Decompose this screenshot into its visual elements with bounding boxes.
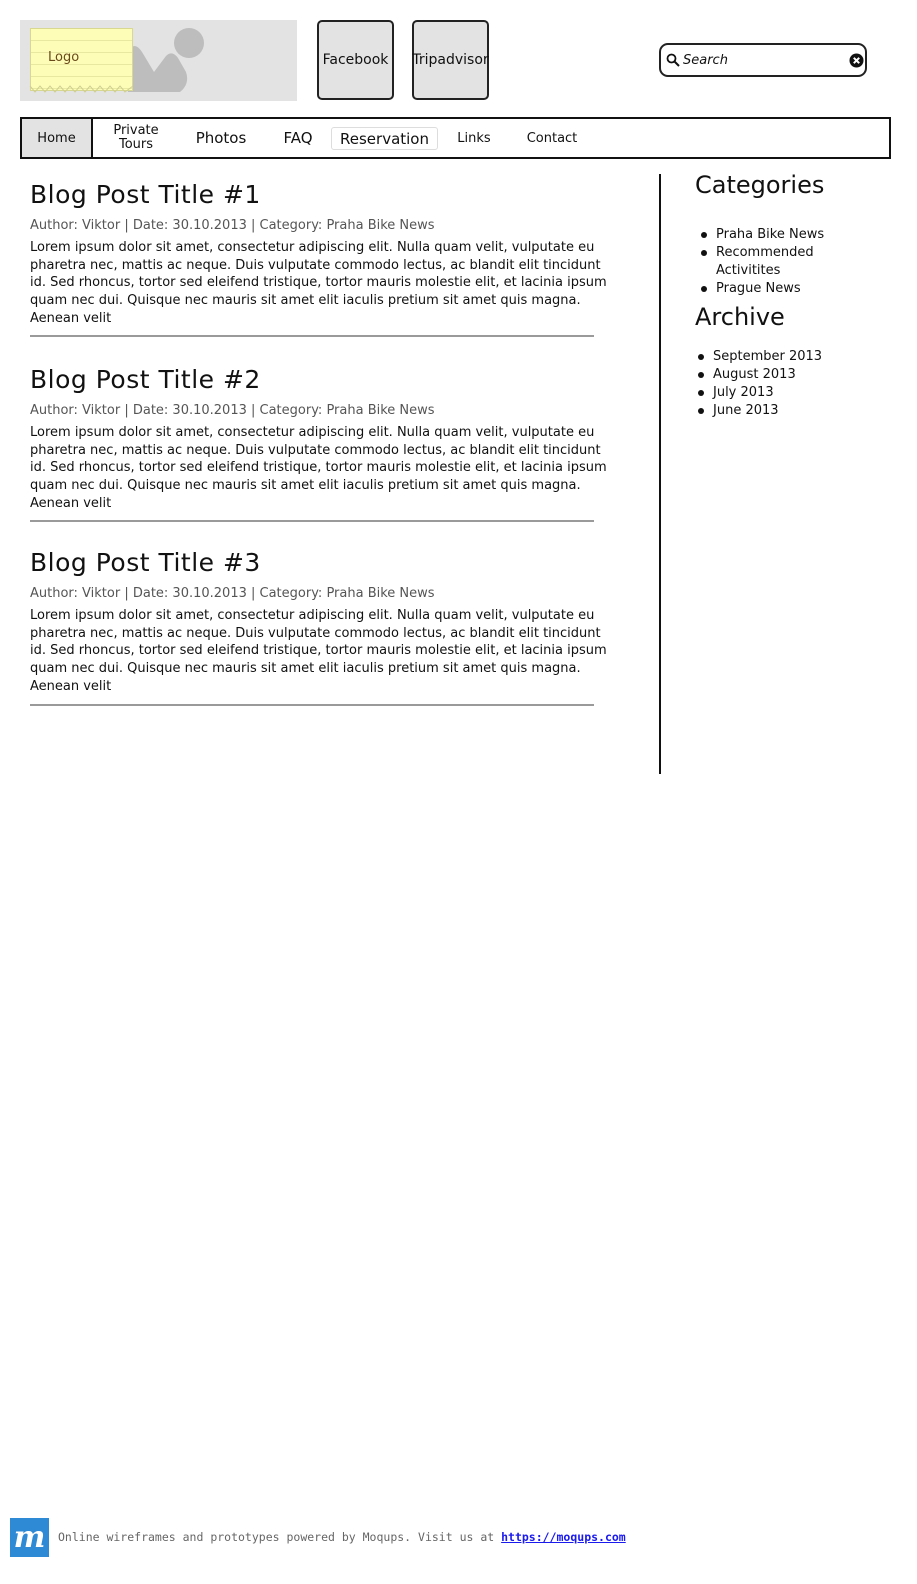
nav-item-private-tours[interactable]: Private Tours [113, 123, 159, 152]
categories-list [696, 226, 826, 298]
post-title[interactable]: Blog Post Title #3 [30, 548, 261, 577]
nav-item-photos[interactable]: Photos [195, 129, 247, 147]
category-item[interactable]: Recommended Activitites [696, 244, 826, 280]
archive-item[interactable]: June 2013 [693, 402, 843, 420]
post-meta: Author: Viktor | Date: 30.10.2013 | Category: Praha Bike News [30, 403, 435, 418]
archive-list [693, 348, 843, 420]
post-title[interactable]: Blog Post Title #1 [30, 180, 261, 209]
sidebar-divider [659, 174, 661, 774]
post-body: Lorem ipsum dolor sit amet, consectetur adipiscing elit. Nulla quam velit, vulputate eu pharetra nec, mattis ac neque. Duis vulputate commodo lectus, ac blandit elit tincidunt id. Sed rhoncus, tortor sed eleifend tristique, tortor mauris molestie elit, et lacinia ipsum quam nec dui. Quisque nec mauris sit amet elit iaculis pretium sit amet quis magna. Aenean velit [30, 425, 607, 511]
clear-search-icon[interactable] [849, 53, 864, 68]
search-icon [666, 53, 680, 67]
main-nav [20, 117, 891, 159]
archive-item[interactable]: September 2013 [693, 348, 843, 366]
post-divider [30, 704, 594, 706]
post-body: Lorem ipsum dolor sit amet, consectetur adipiscing elit. Nulla quam velit, vulputate eu pharetra nec, mattis ac neque. Duis vulputate commodo lectus, ac blandit elit tincidunt id. Sed rhoncus, tortor sed eleifend tristique, tortor mauris molestie elit, et lacinia ipsum quam nec dui. Quisque nec mauris sit amet elit iaculis pretium sit amet quis magna. Aenean velit [30, 240, 607, 326]
nav-item-reservation[interactable]: Reservation [331, 127, 438, 150]
facebook-button[interactable]: Facebook [317, 20, 394, 100]
post-meta: Author: Viktor | Date: 30.10.2013 | Category: Praha Bike News [30, 586, 435, 601]
nav-item-home[interactable]: Home [22, 119, 93, 157]
nav-item-faq[interactable]: FAQ [283, 129, 313, 147]
nav-item-contact[interactable]: Contact [526, 130, 578, 146]
search-input[interactable] [683, 50, 843, 70]
archive-heading: Archive [695, 303, 785, 331]
post-body: Lorem ipsum dolor sit amet, consectetur adipiscing elit. Nulla quam velit, vulputate eu pharetra nec, mattis ac neque. Duis vulputate commodo lectus, ac blandit elit tincidunt id. Sed rhoncus, tortor sed eleifend tristique, tortor mauris molestie elit, et lacinia ipsum quam nec dui. Quisque nec mauris sit amet elit iaculis pretium sit amet quis magna. Aenean velit [30, 608, 607, 694]
sticky-note-edge [30, 86, 133, 94]
category-item[interactable]: Praha Bike News [696, 226, 826, 244]
category-item[interactable]: Prague News [696, 280, 826, 298]
post-title[interactable]: Blog Post Title #2 [30, 365, 261, 394]
image-placeholder-icon [128, 26, 208, 94]
archive-item[interactable]: July 2013 [693, 384, 843, 402]
post-meta: Author: Viktor | Date: 30.10.2013 | Category: Praha Bike News [30, 218, 435, 233]
search-box [659, 43, 867, 77]
logo-label: Logo [48, 50, 80, 65]
archive-item[interactable]: August 2013 [693, 366, 843, 384]
moqups-logo-icon[interactable]: m [10, 1518, 49, 1557]
categories-heading: Categories [695, 171, 825, 199]
nav-item-links[interactable]: Links [457, 130, 491, 146]
moqups-link[interactable]: https://moqups.com [501, 1530, 626, 1544]
logo-sticky-note [30, 28, 133, 91]
post-divider [30, 335, 594, 337]
tripadvisor-button[interactable]: Tripadvisor [412, 20, 489, 100]
footer-message: Online wireframes and prototypes powered by Moqups. Visit us at [58, 1530, 502, 1544]
post-divider [30, 520, 594, 522]
footer-text [58, 1530, 626, 1544]
